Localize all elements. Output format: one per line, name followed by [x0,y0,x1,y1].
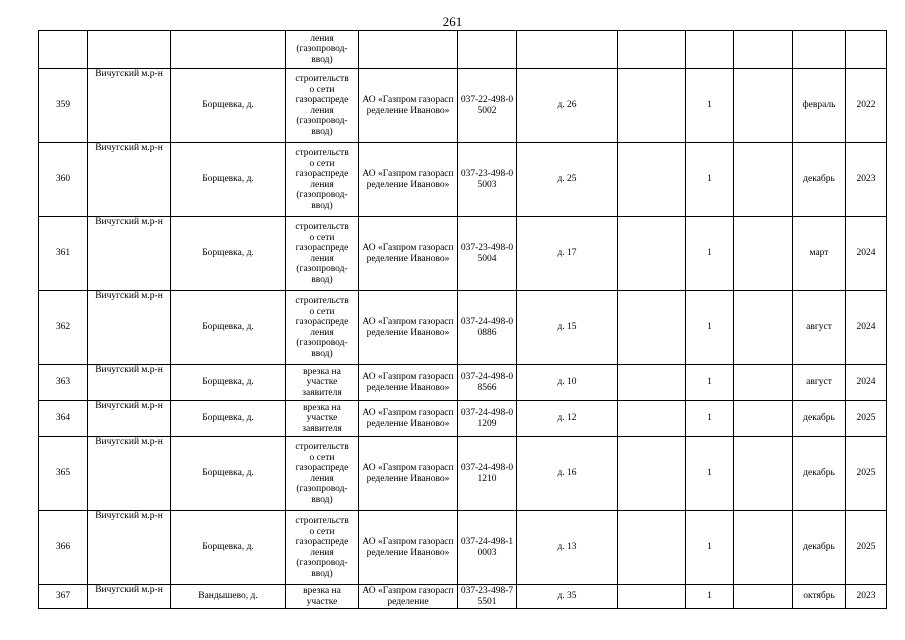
type-line: о сети [309,232,335,243]
cell-district: Вичугский м.р-н [88,437,171,511]
type-line: ления [310,179,334,190]
cell-empty [618,511,686,585]
cell-work-type [286,585,359,609]
type-line: строительств [295,442,349,452]
cell-month: февраль [793,69,846,143]
cell-qty: 1 [686,585,734,609]
cell-num: 367 [39,585,88,609]
cell-empty [618,143,686,217]
cell-empty [734,437,793,511]
cell-month: август [793,291,846,365]
cell-address: д. 16 [517,437,618,511]
cell-num: 363 [39,365,88,401]
type-line: (газопровод- [296,116,348,126]
cell-empty [734,217,793,291]
cell-address: д. 26 [517,69,618,143]
type-line: участке [306,377,338,388]
cell-work-type [286,31,359,69]
table-row [39,143,887,217]
cell-locality: Борщевка, д. [171,401,286,437]
cell-num [39,31,88,69]
cell-year: 2024 [846,291,887,365]
cell-qty [686,31,734,69]
type-line: врезка на [303,366,341,377]
cell-month: декабрь [793,401,846,437]
table-row [39,365,887,401]
cell-month: март [793,217,846,291]
type-line: ввод) [311,126,333,137]
cell-address: д. 25 [517,143,618,217]
cell-address: д. 12 [517,401,618,437]
type-line: врезка на [303,586,341,596]
cell-empty [734,365,793,401]
cell-qty: 1 [686,291,734,365]
type-line: ввод) [311,568,333,579]
type-line: строительств [295,222,349,232]
cell-empty [618,585,686,609]
cell-org: АО «Газпром газораспределение Иваново» [359,401,458,437]
cell-code: 037-24-498-10003 [458,511,517,585]
cell-qty: 1 [686,69,734,143]
type-line: участке [306,413,338,424]
page-number: 261 [442,14,463,29]
cell-empty [618,401,686,437]
cell-district: Вичугский м.р-н [88,291,171,365]
cell-org: АО «Газпром газораспределение Иваново» [359,217,458,291]
cell-org: АО «Газпром газораспределение Иваново» [359,69,458,143]
cell-district: Вичугский м.р-н [88,401,171,437]
cell-org: АО «Газпром газораспределение Иваново» [359,511,458,585]
cell-address: д. 35 [517,585,618,609]
cell-qty: 1 [686,401,734,437]
cell-empty [618,31,686,69]
type-line: ввод) [311,200,333,211]
cell-district [88,31,171,69]
cell-empty [734,291,793,365]
type-line: ления [310,105,334,116]
type-line: (газопровод- [296,190,348,200]
type-line: (газопровод- [296,558,348,568]
cell-code: 037-24-498-01210 [458,437,517,511]
cell-num: 359 [39,69,88,143]
cell-empty [734,143,793,217]
cell-year: 2023 [846,585,887,609]
type-line: ввод) [311,54,333,65]
table-row [39,511,887,585]
cell-empty [734,31,793,69]
type-line: участке [306,596,338,607]
cell-empty [734,585,793,609]
cell-address: д. 17 [517,217,618,291]
type-line: (газопровод- [296,338,348,348]
cell-qty: 1 [686,437,734,511]
cell-address: д. 13 [517,511,618,585]
type-line: газораспреде [295,169,349,179]
cell-district: Вичугский м.р-н [88,511,171,585]
cell-num: 364 [39,401,88,437]
cell-year: 2025 [846,511,887,585]
table-row [39,69,887,143]
cell-code: 037-23-498-75501 [458,585,517,609]
cell-year: 2025 [846,437,887,511]
cell-locality: Вандышево, д. [171,585,286,609]
cell-empty [618,437,686,511]
type-line: (газопровод- [296,264,348,274]
cell-code: 037-24-498-01209 [458,401,517,437]
cell-year: 2024 [846,365,887,401]
cell-locality: Борщевка, д. [171,511,286,585]
cell-locality: Борщевка, д. [171,217,286,291]
cell-num: 366 [39,511,88,585]
cell-locality: Борщевка, д. [171,143,286,217]
cell-code: 037-23-498-05004 [458,217,517,291]
cell-empty [618,69,686,143]
cell-month: декабрь [793,143,846,217]
type-line: газораспреде [295,95,349,105]
cell-org: АО «Газпром газораспределение Иваново» [359,365,458,401]
type-line: строительств [295,148,349,158]
cell-locality: Борщевка, д. [171,291,286,365]
cell-empty [734,401,793,437]
type-line: о сети [309,452,335,463]
gas-connection-table [38,30,887,609]
cell-work-type [286,437,359,511]
cell-qty: 1 [686,217,734,291]
type-line: ления [310,327,334,338]
type-line: о сети [309,306,335,317]
cell-locality [171,31,286,69]
cell-org: АО «Газпром газораспределение Иваново» [359,291,458,365]
type-line: ввод) [311,274,333,285]
cell-org [359,31,458,69]
table-row [39,585,887,609]
cell-code: 037-24-498-08566 [458,365,517,401]
cell-locality: Борщевка, д. [171,365,286,401]
type-line: газораспреде [295,537,349,547]
cell-qty: 1 [686,365,734,401]
cell-district: Вичугский м.р-н [88,69,171,143]
type-line: ления [310,253,334,264]
cell-district: Вичугский м.р-н [88,585,171,609]
cell-locality: Борщевка, д. [171,69,286,143]
cell-year: 2024 [846,217,887,291]
cell-work-type [286,217,359,291]
type-line: строительств [295,296,349,306]
type-line: ления [310,473,334,484]
cell-month: октябрь [793,585,846,609]
cell-code [458,31,517,69]
cell-month: август [793,365,846,401]
table-row-continued [39,31,887,69]
cell-empty [618,291,686,365]
cell-work-type [286,291,359,365]
type-line: газораспреде [295,463,349,473]
cell-year: 2023 [846,143,887,217]
cell-district: Вичугский м.р-н [88,217,171,291]
cell-work-type [286,511,359,585]
type-line: о сети [309,526,335,537]
cell-district: Вичугский м.р-н [88,143,171,217]
cell-empty [734,511,793,585]
cell-year: 2025 [846,401,887,437]
cell-year: 2022 [846,69,887,143]
type-line: строительств [295,516,349,526]
cell-num: 362 [39,291,88,365]
type-line: (газопровод- [296,484,348,494]
cell-code: 037-23-498-05003 [458,143,517,217]
cell-org: АО «Газпром газораспределение Иваново» [359,437,458,511]
cell-month: декабрь [793,437,846,511]
cell-empty [618,365,686,401]
cell-year [846,31,887,69]
cell-num: 360 [39,143,88,217]
cell-month [793,31,846,69]
type-line: строительств [295,74,349,84]
type-line: газораспреде [295,243,349,253]
type-line: заявителя [302,423,342,434]
cell-num: 361 [39,217,88,291]
cell-num: 365 [39,437,88,511]
table-row [39,217,887,291]
type-line: ввод) [311,494,333,505]
cell-address: д. 10 [517,365,618,401]
cell-address: д. 15 [517,291,618,365]
cell-work-type [286,69,359,143]
table-row [39,401,887,437]
type-line: ления [310,33,334,44]
cell-org: АО «Газпром газораспределение [359,585,458,609]
cell-code: 037-22-498-05002 [458,69,517,143]
table-row [39,437,887,511]
type-line: газораспреде [295,317,349,327]
type-line: врезка на [303,402,341,413]
cell-qty: 1 [686,143,734,217]
cell-qty: 1 [686,511,734,585]
cell-work-type [286,401,359,437]
type-line: ления [310,547,334,558]
cell-org: АО «Газпром газораспределение Иваново» [359,143,458,217]
cell-work-type [286,143,359,217]
table-row [39,291,887,365]
cell-month: декабрь [793,511,846,585]
type-line: о сети [309,158,335,169]
cell-empty [618,217,686,291]
cell-address [517,31,618,69]
cell-locality: Борщевка, д. [171,437,286,511]
type-line: о сети [309,84,335,95]
type-line: ввод) [311,348,333,359]
cell-work-type [286,365,359,401]
cell-district: Вичугский м.р-н [88,365,171,401]
type-line: заявителя [302,387,342,398]
cell-code: 037-24-498-00886 [458,291,517,365]
type-line: (газопровод- [296,44,348,55]
table-body [39,31,887,609]
cell-empty [734,69,793,143]
